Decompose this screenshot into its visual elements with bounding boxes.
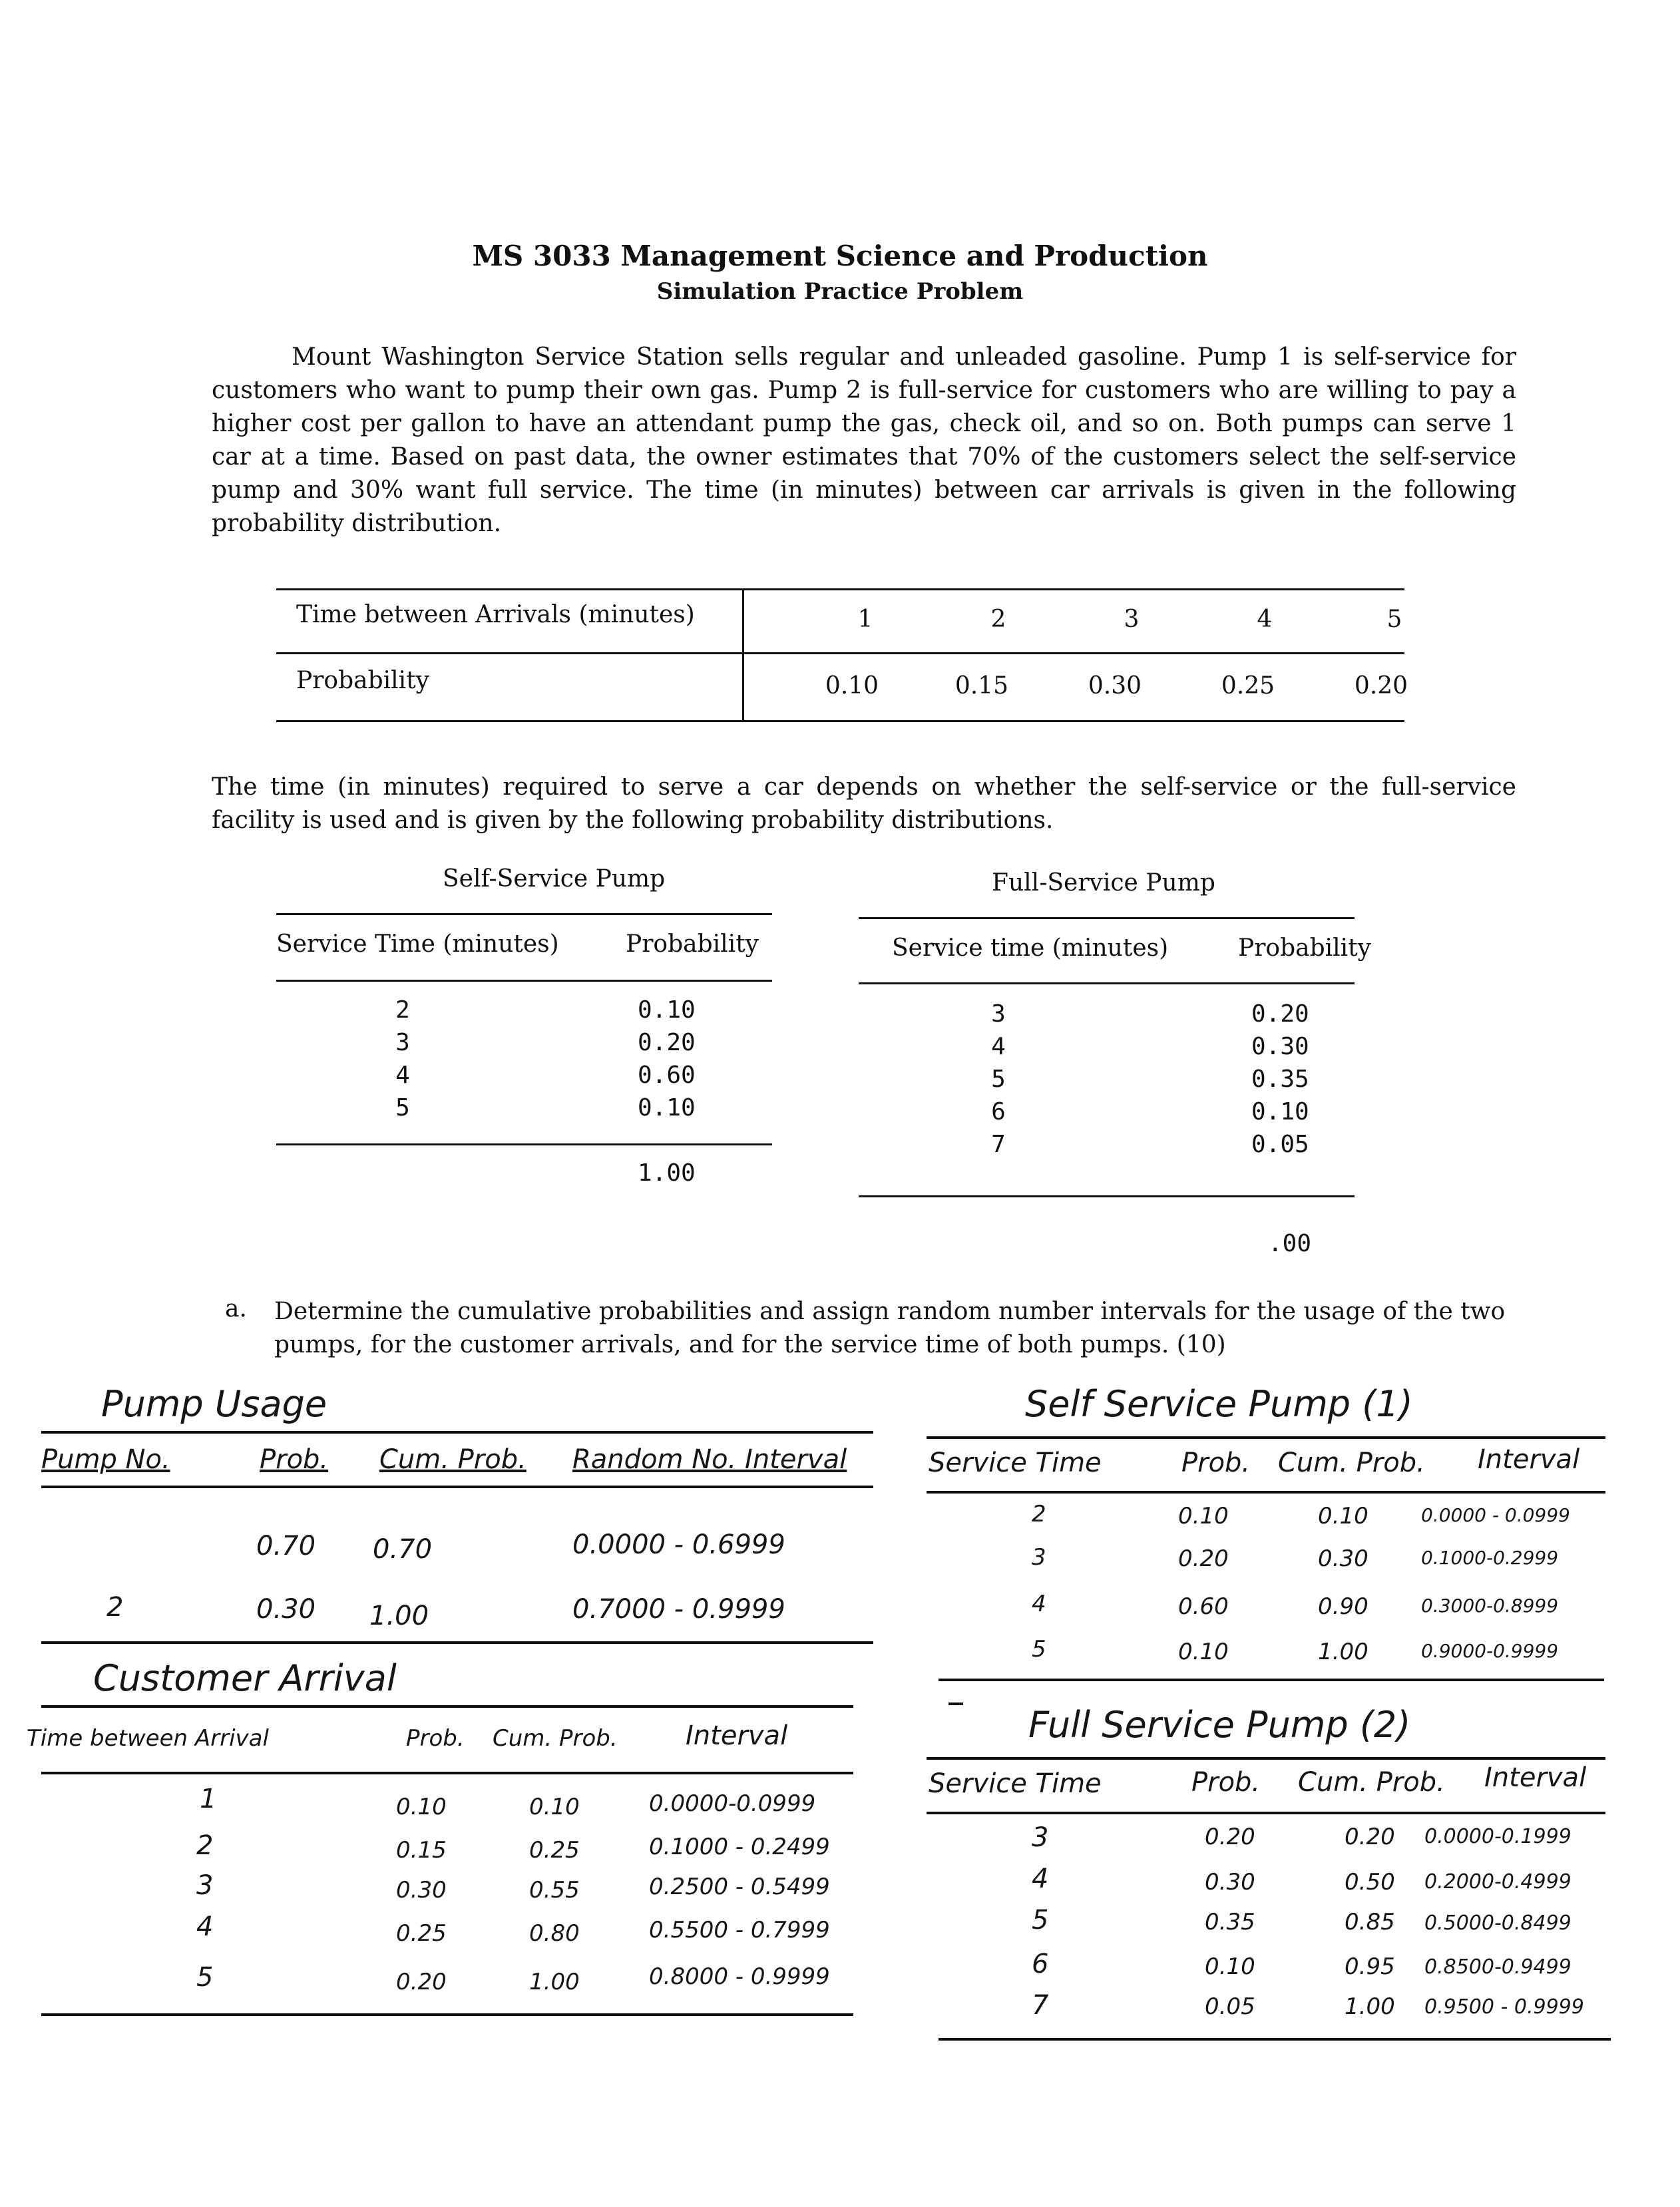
- full-time: 6: [991, 1098, 1006, 1125]
- full-service-hand-col: Prob.: [1191, 1767, 1261, 1798]
- self-service-hand-cell: 0.60: [1178, 1593, 1229, 1620]
- page-subtitle: Simulation Practice Problem: [656, 278, 1024, 305]
- self-service-hand-cell: 3: [1032, 1544, 1046, 1571]
- full-service-hand-col: Service Time: [929, 1768, 1102, 1799]
- customer-arrival-col: Time between Arrival: [27, 1725, 269, 1752]
- full-time: 4: [991, 1033, 1006, 1060]
- full-prob: 0.20: [1251, 1000, 1309, 1028]
- full-time: 7: [991, 1131, 1006, 1158]
- pump-usage-col: Cum. Prob.: [379, 1444, 526, 1475]
- self-service-hand-col: Prob.: [1181, 1448, 1251, 1478]
- pump-usage-col: Prob.: [260, 1444, 329, 1475]
- full-service-hand-cell: 0.30: [1205, 1869, 1255, 1896]
- full-service-hand-col: Cum. Prob.: [1298, 1767, 1445, 1798]
- customer-arrival-cell: 0.25: [396, 1920, 447, 1947]
- full-service-hand-cell: 0.5000-0.8499: [1424, 1911, 1572, 1935]
- self-service-hand-cell: 0.30: [1318, 1545, 1368, 1572]
- full-service-hand-col: Interval: [1484, 1762, 1587, 1793]
- customer-arrival-title: Customer Arrival: [93, 1657, 397, 1699]
- full-service-hand-cell: 7: [1032, 1990, 1049, 2021]
- full-service-hand-cell: 0.20: [1205, 1824, 1255, 1850]
- full-service-hand-cell: 0.9500 - 0.9999: [1424, 1995, 1584, 2019]
- full-service-hand-cell: 0.05: [1205, 1993, 1255, 2020]
- self-service-hand-cell: 4: [1032, 1591, 1046, 1617]
- pump-usage-cell: 0.70: [256, 1531, 316, 1561]
- arrival-time: 3: [1124, 606, 1140, 633]
- full-prob: 0.30: [1251, 1033, 1309, 1060]
- pump-usage-col: Pump No.: [41, 1444, 170, 1475]
- self-prob: 0.20: [638, 1029, 696, 1056]
- page-title: MS 3033 Management Science and Production: [472, 240, 1208, 272]
- pump-usage-cell: 2: [106, 1592, 124, 1623]
- customer-arrival-cell: 0.20: [396, 1969, 447, 1995]
- customer-arrival-cell: 5: [196, 1962, 214, 1993]
- self-service-hand-cell: 0.10: [1318, 1503, 1368, 1529]
- full-time: 3: [991, 1000, 1006, 1028]
- customer-arrival-cell: 0.1000 - 0.2499: [649, 1834, 830, 1860]
- self-prob: 0.60: [638, 1062, 696, 1089]
- arrival-time: 5: [1386, 606, 1402, 633]
- intro-text: Mount Washington Service Station sells regular and unleaded gasoline. Pump 1 is self-service for customers who want to pump their own gas. Pump 2 is full-service for customers who are willing to pay a higher cost per gallon to have an attendant pump the gas, check oil, and so on. Both pumps can serve 1 car at a time. Based on past data, the owner estimates that 70% of the customers select the self-service pump and 30% want full service. The time (in minutes) between car arrivals is given in the following probability distribution.: [212, 343, 1516, 537]
- self-service-hand-cell: 0.10: [1178, 1639, 1229, 1665]
- customer-arrival-col: Prob.: [406, 1725, 465, 1752]
- customer-arrival-col: Interval: [686, 1720, 788, 1751]
- self-service-hand-cell: 2: [1032, 1501, 1046, 1527]
- customer-arrival-cell: 0.30: [396, 1877, 447, 1904]
- customer-arrival-cell: 2: [196, 1830, 214, 1861]
- self-prob: 0.10: [638, 1094, 696, 1121]
- arrival-time: 4: [1257, 606, 1273, 633]
- full-service-col-prob: Probability: [1238, 934, 1372, 962]
- self-service-title: Self-Service Pump: [443, 865, 666, 893]
- self-service-hand-cell: 0.20: [1178, 1545, 1229, 1572]
- full-total: .00: [1268, 1230, 1312, 1257]
- service-paragraph: The time (in minutes) required to serve a car depends on whether the self-service or the full-service facility is used and is given by the following probability distributions.: [212, 773, 1516, 834]
- self-service-hand-cell: 0.1000-0.2999: [1421, 1547, 1559, 1569]
- self-service-hand-cell: 0.90: [1318, 1593, 1368, 1620]
- customer-arrival-cell: 0.5500 - 0.7999: [649, 1917, 830, 1943]
- self-service-hand-cell: 0.3000-0.8999: [1421, 1595, 1559, 1617]
- full-service-hand-cell: 0.50: [1345, 1869, 1395, 1896]
- pump-usage-cell: 1.00: [369, 1601, 429, 1631]
- self-total: 1.00: [638, 1159, 696, 1187]
- customer-arrival-cell: 4: [196, 1911, 214, 1942]
- customer-arrival-cell: 0.25: [529, 1837, 580, 1864]
- arrival-prob: 0.20: [1354, 672, 1408, 700]
- customer-arrival-cell: 0.80: [529, 1920, 580, 1947]
- full-service-hand-cell: 0.35: [1205, 1909, 1255, 1935]
- full-service-hand-cell: 0.8500-0.9499: [1424, 1955, 1572, 1979]
- customer-arrival-cell: 0.10: [529, 1794, 580, 1820]
- arrival-time: 1: [857, 606, 873, 633]
- self-time: 4: [395, 1062, 410, 1089]
- arrival-prob: 0.30: [1088, 672, 1142, 700]
- pump-usage-col: Random No. Interval: [572, 1444, 847, 1475]
- arrivals-row-label-prob: Probability: [296, 667, 430, 694]
- pump-usage-cell: 0.7000 - 0.9999: [572, 1594, 785, 1625]
- customer-arrival-cell: 1.00: [529, 1969, 580, 1995]
- self-service-hand-col: Service Time: [929, 1448, 1102, 1478]
- pump-usage-cell: 0.30: [256, 1594, 316, 1625]
- full-service-hand-cell: 0.0000-0.1999: [1424, 1825, 1572, 1848]
- arrival-prob: 0.10: [825, 672, 879, 700]
- full-service-hand-cell: 4: [1032, 1864, 1049, 1894]
- customer-arrival-col: Cum. Prob.: [493, 1725, 618, 1752]
- full-service-hand-cell: 3: [1032, 1822, 1049, 1853]
- full-service-col-time: Service time (minutes): [892, 934, 1169, 962]
- intro-paragraph: [212, 341, 1516, 540]
- full-prob: 0.10: [1251, 1098, 1309, 1125]
- full-service-hand-cell: 1.00: [1345, 1993, 1395, 2020]
- customer-arrival-cell: 0.2500 - 0.5499: [649, 1874, 830, 1900]
- full-service-hand-cell: 6: [1032, 1949, 1049, 1979]
- self-service-hand-cell: 0.0000 - 0.0999: [1421, 1504, 1570, 1526]
- pump-usage-cell: 0.70: [373, 1534, 433, 1565]
- full-prob: 0.35: [1251, 1066, 1309, 1093]
- full-service-title: Full-Service Pump: [992, 869, 1215, 897]
- full-service-hand-cell: 0.10: [1205, 1953, 1255, 1980]
- full-service-hand-title: Full Service Pump (2): [1028, 1704, 1411, 1746]
- self-service-hand-col: Cum. Prob.: [1278, 1448, 1425, 1478]
- arrivals-row-label-time: Time between Arrivals (minutes): [296, 601, 695, 628]
- question-text: Determine the cumulative probabilities and assign random number intervals for the usage of the two pumps, for the customer arrivals, and for the service time of both pumps. (10): [274, 1298, 1506, 1358]
- customer-arrival-cell: 0.55: [529, 1877, 580, 1904]
- full-service-hand-cell: 0.85: [1345, 1909, 1395, 1935]
- self-service-hand-cell: 1.00: [1318, 1639, 1368, 1665]
- self-service-hand-cell: 5: [1032, 1636, 1046, 1663]
- self-service-hand-col: Interval: [1478, 1444, 1580, 1475]
- arrival-time: 2: [990, 606, 1006, 633]
- self-service-col-time: Service Time (minutes): [276, 930, 559, 958]
- full-service-hand-cell: 0.95: [1345, 1953, 1395, 1980]
- customer-arrival-cell: 1: [200, 1784, 217, 1814]
- arrival-prob: 0.25: [1221, 672, 1275, 700]
- self-service-col-prob: Probability: [626, 930, 759, 958]
- arrival-prob: 0.15: [954, 672, 1009, 700]
- pump-usage-cell: 0.0000 - 0.6999: [572, 1529, 785, 1560]
- customer-arrival-cell: 3: [196, 1870, 214, 1901]
- self-service-hand-title: Self Service Pump (1): [1025, 1383, 1413, 1425]
- customer-arrival-cell: 0.8000 - 0.9999: [649, 1963, 830, 1990]
- customer-arrival-cell: 0.10: [396, 1794, 447, 1820]
- full-time: 5: [991, 1066, 1006, 1093]
- self-time: 3: [395, 1029, 410, 1056]
- self-time: 2: [395, 996, 410, 1024]
- full-service-hand-cell: 0.2000-0.4999: [1424, 1870, 1572, 1894]
- self-service-hand-cell: 0.10: [1178, 1503, 1229, 1529]
- self-prob: 0.10: [638, 996, 696, 1024]
- self-time: 5: [395, 1094, 410, 1121]
- customer-arrival-cell: 0.0000-0.0999: [649, 1790, 816, 1817]
- self-service-hand-cell: 0.9000-0.9999: [1421, 1640, 1559, 1662]
- pump-usage-title: Pump Usage: [101, 1383, 327, 1425]
- customer-arrival-cell: 0.15: [396, 1837, 447, 1864]
- question-label: a.: [225, 1295, 247, 1322]
- full-service-hand-cell: 0.20: [1345, 1824, 1395, 1850]
- full-prob: 0.05: [1251, 1131, 1309, 1158]
- full-service-hand-cell: 5: [1032, 1905, 1049, 1935]
